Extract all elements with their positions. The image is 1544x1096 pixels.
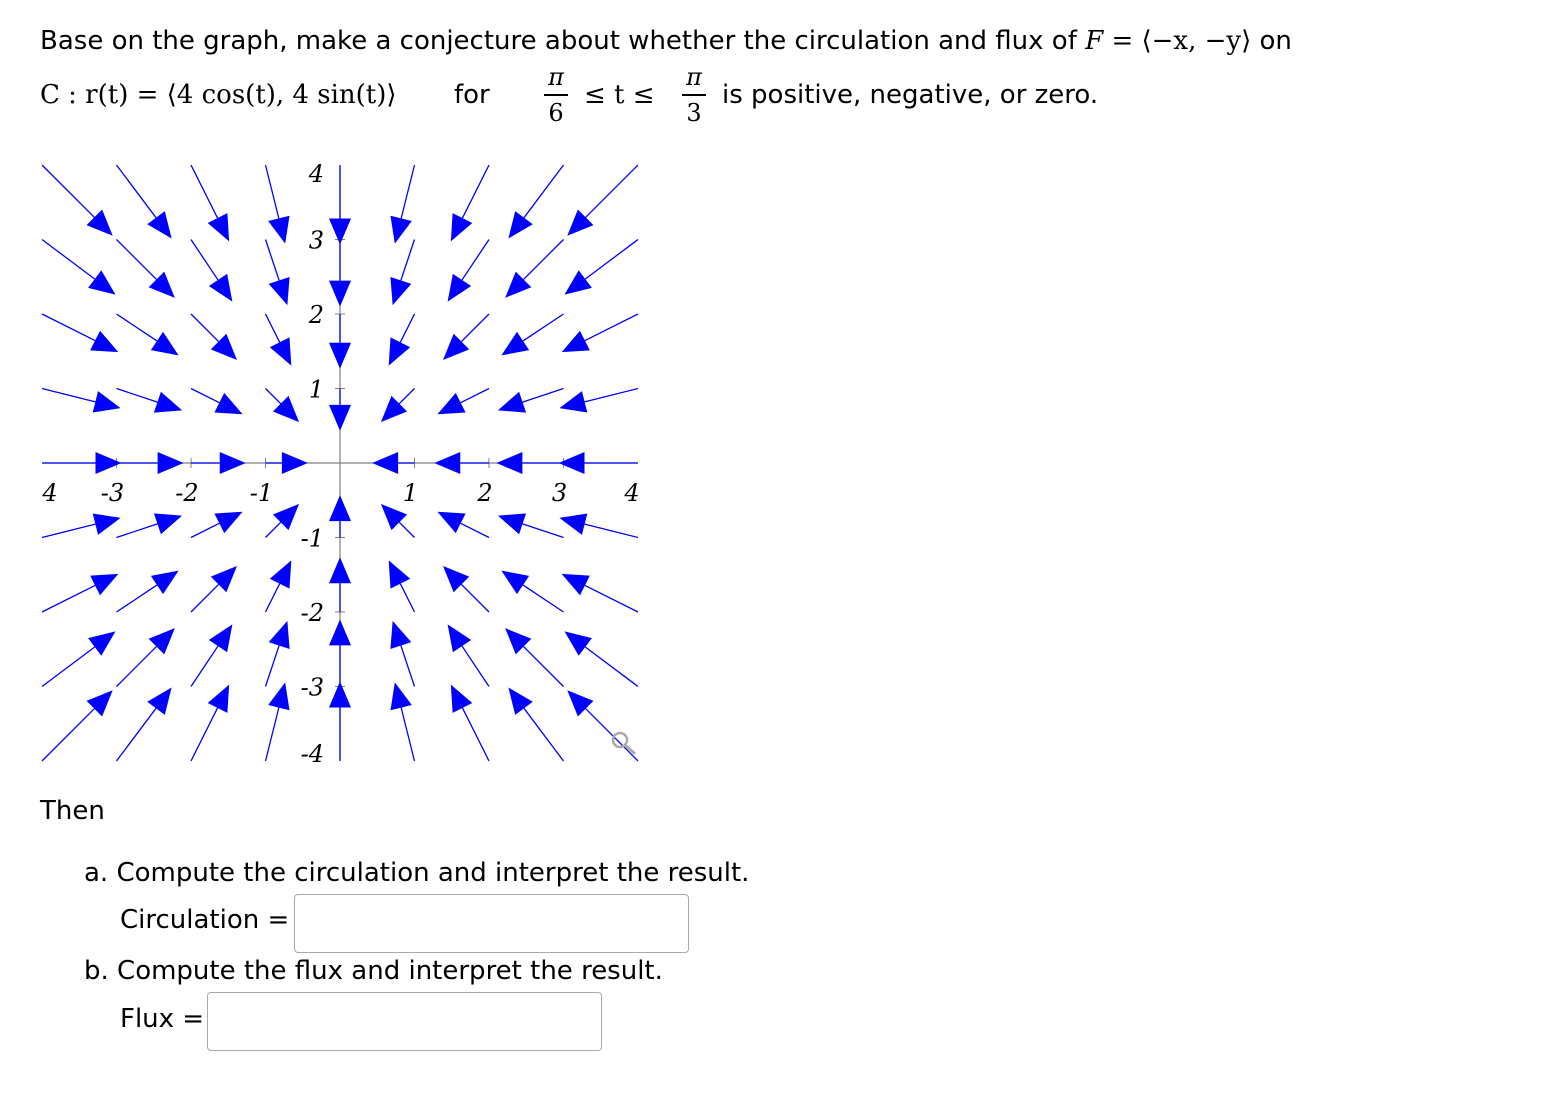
- x-tick-label: 4: [624, 479, 640, 507]
- field-arrow: [389, 314, 415, 366]
- arrow-head: [390, 216, 411, 244]
- arrow-shaft: [266, 708, 279, 761]
- arrow-head: [270, 337, 291, 365]
- field-arrow: [567, 165, 638, 236]
- arrow-head: [151, 571, 179, 595]
- arrow-shaft: [117, 165, 157, 218]
- arrow-head: [154, 392, 182, 413]
- field-arrow: [565, 631, 638, 686]
- arrow-shaft: [266, 389, 281, 404]
- arrow-head: [90, 331, 118, 352]
- arrow-head: [90, 574, 118, 595]
- arrow-shaft: [523, 524, 564, 538]
- arrow-shaft: [462, 708, 489, 761]
- arrow-shaft: [585, 389, 638, 402]
- arrow-head: [448, 624, 472, 652]
- fraction-bar: [544, 94, 568, 96]
- arrow-head: [214, 512, 242, 533]
- field-arrow: [191, 389, 243, 415]
- field-arrow: [329, 682, 351, 761]
- field-arrow: [390, 165, 414, 244]
- field-arrow: [559, 389, 638, 413]
- part-a-question: a. Compute the circulation and interpret the result.: [84, 858, 750, 888]
- field-arrow: [381, 504, 415, 538]
- arrow-shaft: [117, 240, 157, 280]
- arrow-head: [451, 213, 472, 241]
- field-arrow: [191, 452, 246, 474]
- arrow-shaft: [266, 646, 280, 687]
- upper-bound-numerator: π: [686, 63, 702, 91]
- arrow-head: [268, 216, 289, 244]
- field-arrow: [562, 314, 638, 352]
- arrow-shaft: [401, 708, 414, 761]
- arrow-head: [508, 688, 532, 715]
- field-arrow: [508, 688, 563, 761]
- arrow-head: [451, 685, 472, 713]
- arrow-shaft: [461, 314, 489, 342]
- arrow-head: [389, 337, 410, 365]
- field-arrow: [191, 240, 232, 302]
- prompt-line-1: [40, 26, 1292, 56]
- lower-bound-numerator: π: [548, 63, 564, 91]
- field-arrow: [372, 452, 414, 474]
- arrow-head: [220, 452, 246, 474]
- y-tick-label: -3: [300, 673, 324, 702]
- field-arrow: [191, 512, 243, 538]
- arrow-head: [147, 688, 171, 715]
- arrow-head: [269, 621, 290, 649]
- arrow-head: [93, 391, 121, 412]
- vector-field-plot: [0, 150, 680, 780]
- field-arrow: [42, 452, 121, 474]
- arrow-head: [562, 331, 590, 352]
- field-arrow: [266, 560, 292, 612]
- arrow-head: [496, 452, 522, 474]
- then-label: Then: [40, 796, 105, 826]
- field-arrow: [266, 452, 308, 474]
- arrow-shaft: [585, 240, 638, 280]
- field-arrow: [448, 624, 489, 686]
- arrow-head: [565, 270, 592, 294]
- arrow-shaft: [191, 708, 218, 761]
- arrow-head: [390, 277, 411, 305]
- arrow-shaft: [266, 522, 281, 537]
- x-tick-label: -2: [175, 479, 199, 507]
- field-arrow: [117, 314, 179, 355]
- field-arrow: [443, 566, 489, 612]
- arrow-shaft: [585, 647, 638, 687]
- arrow-shaft: [400, 584, 414, 612]
- arrow-head: [562, 574, 590, 595]
- arrow-head: [329, 405, 351, 431]
- y-tick-label: -1: [300, 524, 324, 553]
- y-tick-label: -4: [300, 740, 324, 768]
- prompt-intro-text: Base on the graph, make a conjecture about whether the circulation and flux of: [40, 26, 1077, 56]
- x-tick-label: 3: [551, 479, 568, 507]
- field-arrow: [437, 389, 489, 415]
- field-arrow: [266, 240, 290, 306]
- circulation-input[interactable]: [294, 894, 689, 953]
- field-arrow: [562, 574, 638, 612]
- magnifier-icon[interactable]: [613, 733, 634, 753]
- arrow-head: [498, 392, 526, 413]
- flux-input[interactable]: [207, 992, 602, 1051]
- arrow-head: [329, 619, 351, 645]
- arrow-head: [270, 560, 291, 588]
- upper-bound-denominator: 3: [686, 99, 702, 127]
- arrow-shaft: [461, 584, 489, 612]
- field-arrow: [117, 389, 183, 413]
- arrow-head: [282, 452, 308, 474]
- field-definition: = ⟨−x, −y⟩: [1111, 26, 1252, 56]
- field-arrow: [266, 682, 290, 761]
- arrow-shaft: [42, 240, 95, 280]
- arrow-shaft: [524, 165, 564, 218]
- y-tick-label: 4: [308, 160, 324, 188]
- arrow-head: [498, 513, 526, 534]
- arrow-shaft: [585, 585, 638, 612]
- arrow-shaft: [117, 314, 157, 341]
- field-arrow: [329, 389, 351, 431]
- arrow-head: [437, 512, 465, 533]
- arrow-shaft: [524, 240, 564, 280]
- arrow-shaft: [42, 314, 95, 341]
- flux-label: Flux =: [120, 1004, 205, 1034]
- arrow-head: [269, 277, 290, 305]
- arrow-shaft: [191, 523, 219, 537]
- arrow-shaft: [523, 314, 563, 341]
- field-arrow: [508, 165, 563, 238]
- arrow-shaft: [191, 646, 218, 686]
- field-arrow: [117, 513, 183, 537]
- field-arrow: [117, 165, 172, 238]
- field-arrow: [329, 557, 351, 612]
- arrow-shaft: [42, 389, 95, 402]
- arrow-shaft: [42, 647, 95, 687]
- y-tick-label: 2: [308, 301, 324, 329]
- field-arrow: [266, 389, 300, 423]
- field-arrow: [390, 621, 414, 687]
- arrow-shaft: [523, 389, 564, 403]
- field-arrow: [559, 452, 638, 474]
- arrow-shaft: [42, 165, 94, 217]
- curve-definition: C : r(t) = ⟨4 cos(t), 4 sin(t)⟩: [40, 80, 397, 110]
- arrow-head: [209, 624, 233, 652]
- arrow-head: [559, 391, 587, 412]
- arrow-head: [93, 513, 121, 534]
- field-arrow: [501, 571, 563, 612]
- arrow-shaft: [399, 389, 414, 404]
- field-arrow: [451, 685, 489, 761]
- field-arrow: [505, 628, 563, 686]
- arrow-head: [508, 211, 532, 238]
- field-arrow: [381, 389, 415, 423]
- field-arrow: [329, 165, 351, 244]
- prompt-tail-text: is positive, negative, or zero.: [722, 80, 1099, 110]
- arrow-head: [329, 495, 351, 521]
- arrow-shaft: [401, 240, 415, 281]
- arrow-head: [329, 281, 351, 307]
- x-tick-label: 2: [477, 479, 493, 507]
- arrow-shaft: [117, 389, 158, 403]
- arrow-head: [501, 571, 529, 595]
- arrow-shaft: [586, 709, 638, 761]
- field-arrow: [42, 389, 121, 413]
- arrow-shaft: [524, 647, 564, 687]
- arrow-shaft: [42, 585, 95, 612]
- arrow-shaft: [266, 584, 280, 612]
- field-arrow: [448, 240, 489, 302]
- arrow-head: [268, 682, 289, 710]
- field-arrow: [329, 619, 351, 686]
- arrow-head: [209, 274, 233, 302]
- arrow-head: [208, 685, 229, 713]
- field-arrow: [117, 571, 179, 612]
- arrow-head: [372, 452, 398, 474]
- arrow-head: [565, 631, 592, 655]
- field-arrow: [191, 314, 237, 360]
- arrow-shaft: [117, 524, 158, 538]
- arrow-shaft: [266, 165, 279, 218]
- for-word: for: [454, 80, 490, 110]
- arrow-head: [559, 513, 587, 534]
- field-formula: [1085, 26, 1259, 56]
- y-tick-label: -2: [300, 599, 324, 627]
- field-arrow: [42, 314, 118, 352]
- arrow-head: [147, 211, 171, 238]
- field-arrow: [567, 690, 638, 761]
- field-arrow: [329, 240, 351, 307]
- arrow-shaft: [462, 646, 489, 686]
- arrow-shaft: [462, 165, 489, 218]
- arrow-shaft: [191, 314, 219, 342]
- arrow-shaft: [400, 314, 414, 342]
- field-arrow: [498, 389, 564, 413]
- arrow-shaft: [524, 708, 564, 761]
- y-tick-label: 3: [308, 226, 324, 255]
- arrow-shaft: [523, 585, 563, 612]
- arrow-head: [329, 557, 351, 583]
- field-arrow: [559, 513, 638, 537]
- upper-bound-fraction: [680, 62, 708, 128]
- part-b-question: b. Compute the flux and interpret the result.: [84, 956, 663, 986]
- arrow-head: [437, 393, 465, 414]
- lower-bound-denominator: 6: [548, 99, 564, 127]
- arrow-head: [389, 560, 410, 588]
- arrow-head: [390, 682, 411, 710]
- field-arrow: [266, 504, 300, 538]
- arrow-shaft: [401, 165, 414, 218]
- arrow-head: [329, 343, 351, 369]
- field-arrow: [266, 165, 290, 244]
- arrow-shaft: [585, 524, 638, 537]
- arrow-head: [434, 452, 460, 474]
- field-arrow: [191, 624, 232, 686]
- field-arrow: [42, 513, 121, 537]
- arrow-head: [501, 332, 529, 356]
- field-arrow: [565, 240, 638, 295]
- arrow-head: [559, 452, 585, 474]
- field-arrow: [505, 240, 563, 298]
- field-arrow: [266, 621, 290, 687]
- field-arrow: [42, 165, 113, 236]
- arrow-shaft: [399, 522, 414, 537]
- field-arrow: [42, 574, 118, 612]
- field-arrow: [117, 240, 175, 298]
- on-word: on: [1259, 26, 1292, 56]
- arrow-shaft: [462, 240, 489, 280]
- field-arrow: [329, 314, 351, 369]
- arrow-shaft: [191, 165, 218, 218]
- field-arrow: [191, 165, 229, 241]
- arrow-shaft: [191, 584, 219, 612]
- fraction-bar: [682, 94, 706, 96]
- arrow-shaft: [401, 646, 415, 687]
- arrow-shaft: [461, 523, 489, 537]
- circulation-label: Circulation =: [120, 905, 290, 935]
- x-tick-label: -1: [249, 479, 274, 507]
- arrow-shaft: [461, 389, 489, 403]
- field-name: F: [1085, 26, 1104, 56]
- arrow-shaft: [191, 240, 218, 280]
- arrow-head: [88, 270, 115, 294]
- field-arrow: [191, 685, 229, 761]
- arrow-shaft: [117, 708, 157, 761]
- field-arrow: [42, 631, 115, 686]
- field-arrow: [117, 452, 184, 474]
- arrow-head: [154, 513, 182, 534]
- arrow-head: [214, 393, 242, 414]
- arrow-shaft: [117, 585, 157, 612]
- field-arrow: [389, 560, 415, 612]
- arrow-head: [448, 274, 472, 302]
- arrow-head: [329, 218, 351, 244]
- arrow-head: [390, 621, 411, 649]
- arrow-head: [88, 631, 115, 655]
- t-inequality: ≤ t ≤: [584, 80, 655, 110]
- field-arrow: [498, 513, 564, 537]
- lower-bound-fraction: [542, 62, 570, 128]
- arrow-shaft: [42, 524, 95, 537]
- field-arrow: [390, 240, 414, 306]
- field-arrow: [266, 314, 292, 366]
- arrow-shaft: [266, 240, 280, 281]
- arrow-head: [151, 332, 179, 356]
- field-arrow: [496, 452, 563, 474]
- x-tick-label: 4: [42, 479, 58, 507]
- field-arrow: [501, 314, 563, 355]
- field-arrow: [434, 452, 489, 474]
- x-tick-label: -3: [100, 479, 125, 507]
- field-arrow: [42, 690, 113, 761]
- field-arrow: [443, 314, 489, 360]
- arrow-shaft: [586, 165, 638, 217]
- field-arrow: [437, 512, 489, 538]
- y-tick-label: 1: [308, 375, 324, 404]
- field-arrow: [117, 628, 175, 686]
- field-arrow: [390, 682, 414, 761]
- field-arrow: [117, 688, 172, 761]
- arrow-head: [158, 452, 184, 474]
- field-arrow: [42, 240, 115, 295]
- arrow-shaft: [42, 709, 94, 761]
- x-tick-label: 1: [402, 479, 419, 507]
- arrow-head: [208, 213, 229, 241]
- arrow-shaft: [117, 647, 157, 687]
- arrow-shaft: [585, 314, 638, 341]
- field-arrow: [191, 566, 237, 612]
- arrow-shaft: [191, 389, 219, 403]
- field-arrow: [329, 495, 351, 537]
- field-arrow: [451, 165, 489, 241]
- arrow-shaft: [266, 314, 280, 342]
